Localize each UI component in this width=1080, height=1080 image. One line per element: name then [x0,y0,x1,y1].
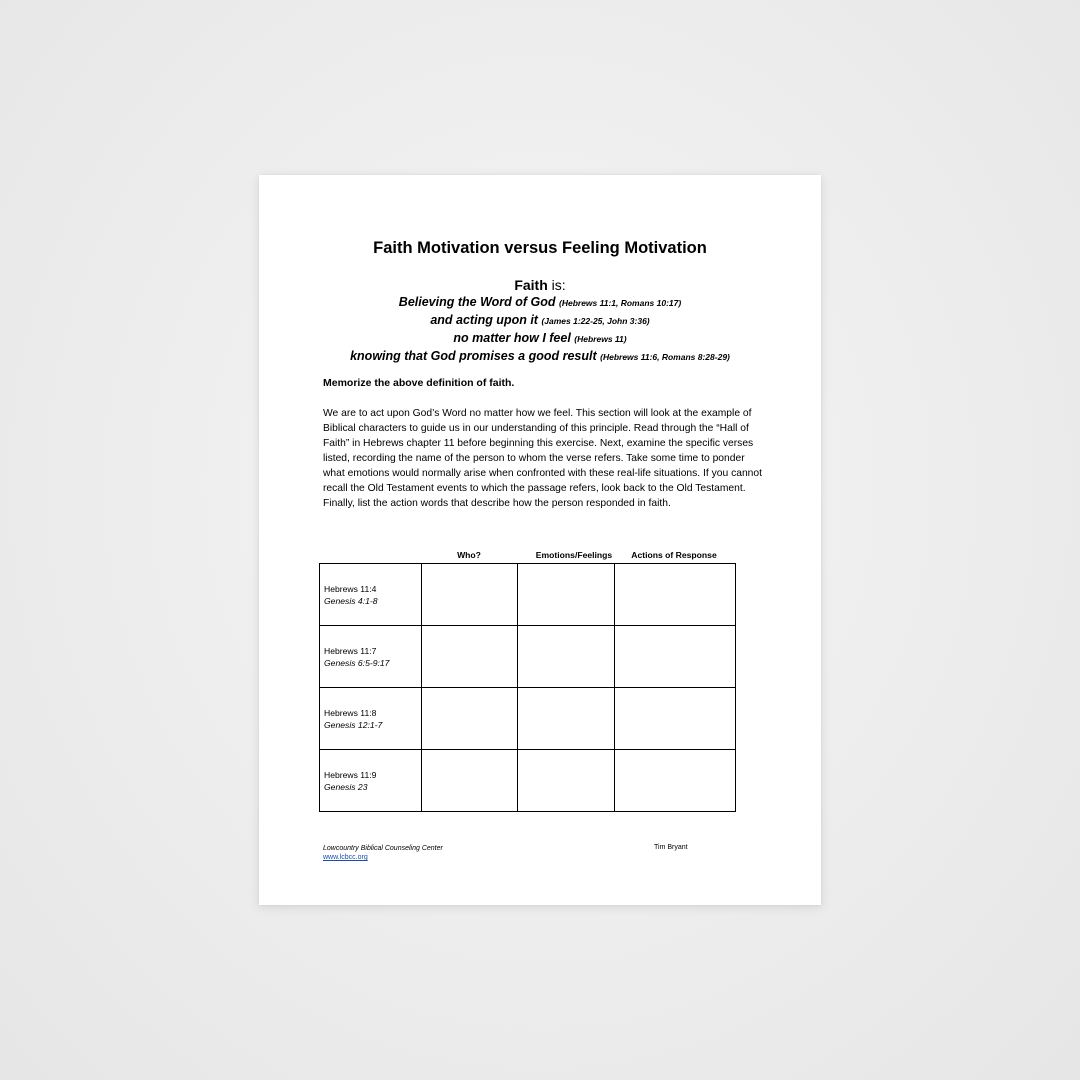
definition-line [259,294,821,312]
instructions-paragraph: We are to act upon God’s Word no matter how we feel. This section will look at the example of Biblical characters to guide us in our understanding of this principle. Read through the “Hall of Faith” in Hebrews chapter 11 before beginning this exercise. Next, examine the specific verses listed, recording the name of the person to whom the verse refers. Take some time to ponder what emotions would normally arise when confronted with these real-life situations. If you cannot recall the Old Testament events to which the passage refers, look back to the Old Testament. Finally, list the action words that describe how the person responded in faith. [323,408,762,509]
definition-line-text: and acting upon it [430,313,538,327]
definition-line-ref: (James 1:22-25, John 3:36) [541,316,650,326]
actions-answer-cell[interactable] [615,750,736,812]
who-answer-cell[interactable] [422,750,518,812]
memorize-instruction: Memorize the above definition of faith. [323,377,515,389]
who-answer-cell[interactable] [422,564,518,626]
table-row [320,626,736,688]
definition-line [259,348,821,366]
old-testament-reference: Genesis 23 [324,781,368,792]
table-row [320,688,736,750]
column-header-who: Who? [457,550,481,560]
hebrews-reference: Hebrews 11:8 [324,707,377,718]
actions-answer-cell[interactable] [615,688,736,750]
column-header-actions: Actions of Response [631,550,717,560]
verse-cell [320,564,422,626]
definition-line-ref: (Hebrews 11:6, Romans 8:28-29) [600,352,730,362]
emotions-answer-cell[interactable] [518,626,615,688]
emotions-answer-cell[interactable] [518,750,615,812]
definition-line-ref: (Hebrews 11) [574,334,627,344]
table-row [320,750,736,812]
definition-line-text: Believing the Word of God [398,295,556,309]
verse-cell [320,626,422,688]
emotions-answer-cell[interactable] [518,564,615,626]
verse-cell [320,750,422,812]
definition-line [259,312,821,330]
hebrews-reference: Hebrews 11:7 [324,645,377,656]
worksheet-page [259,175,821,905]
table-column-headers [259,550,821,564]
hebrews-reference: Hebrews 11:9 [324,769,377,780]
faith-definition [259,276,821,366]
actions-answer-cell[interactable] [615,626,736,688]
website-link[interactable]: www.lcbcc.org [323,854,368,861]
definition-line [259,330,821,348]
old-testament-reference: Genesis 6:5-9:17 [324,657,390,668]
definition-line-text: no matter how I feel [453,331,571,345]
old-testament-reference: Genesis 12:1-7 [324,719,383,730]
definition-line-ref: (Hebrews 11:1, Romans 10:17) [559,298,682,308]
definition-line-text: knowing that God promises a good result [350,349,597,363]
verses-table [319,563,736,812]
footer-organization [323,844,443,862]
definition-heading-bold: Faith [514,277,548,293]
verse-cell [320,688,422,750]
who-answer-cell[interactable] [422,626,518,688]
emotions-answer-cell[interactable] [518,688,615,750]
definition-heading [259,276,821,294]
definition-heading-rest: is: [547,277,566,293]
footer-author: Tim Bryant [654,844,688,851]
page-title: Faith Motivation versus Feeling Motivation [373,239,707,257]
old-testament-reference: Genesis 4:1-8 [324,595,378,606]
hebrews-reference: Hebrews 11:4 [324,583,377,594]
who-answer-cell[interactable] [422,688,518,750]
column-header-emotions: Emotions/Feelings [535,550,613,560]
organization-name: Lowcountry Biblical Counseling Center [323,845,443,852]
table-row [320,564,736,626]
actions-answer-cell[interactable] [615,564,736,626]
